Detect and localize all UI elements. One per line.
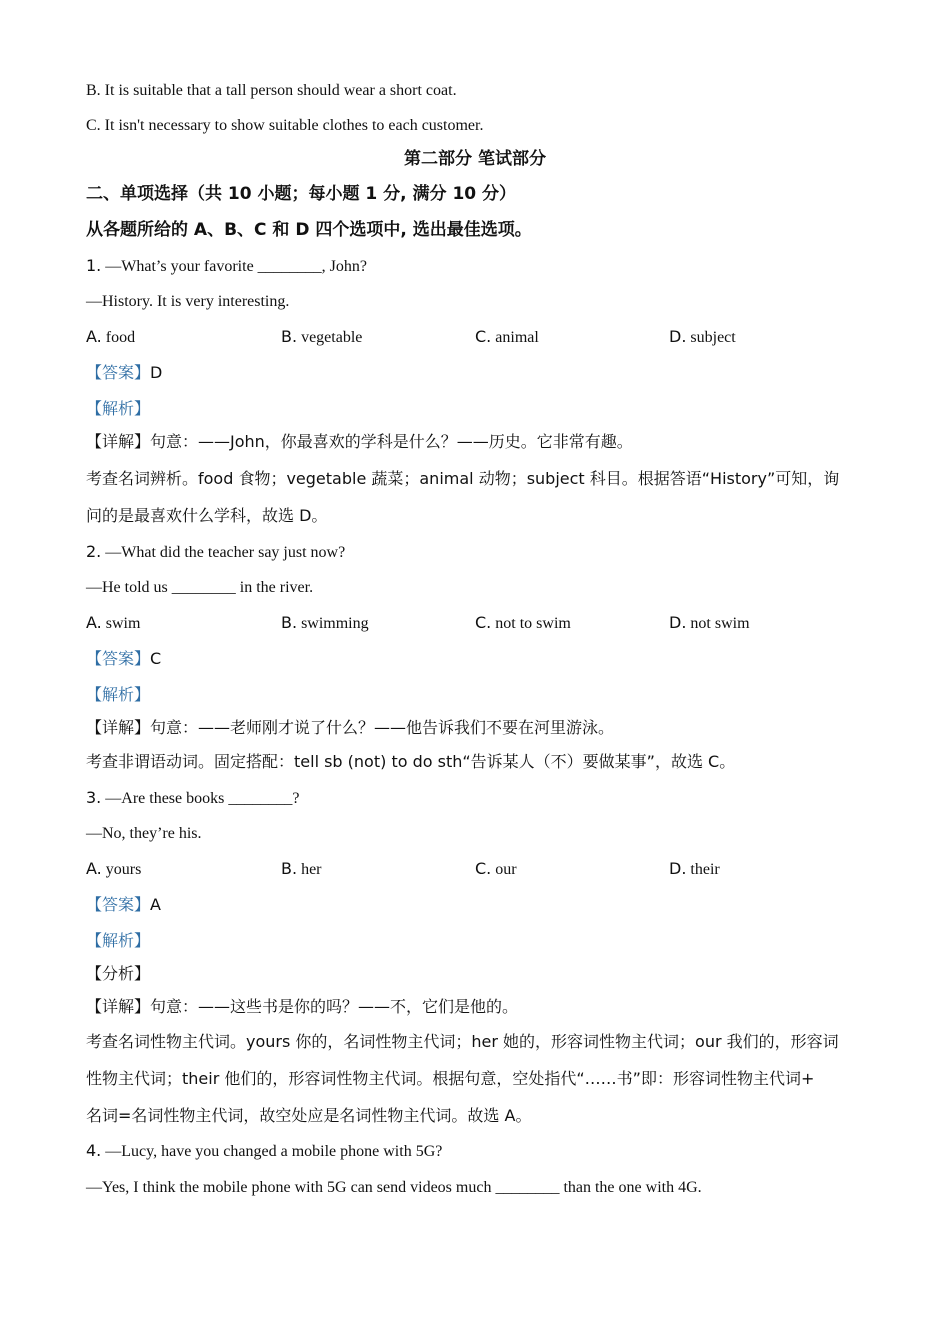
q3-option-a: A. yours [86, 859, 142, 878]
question-number: 1. [86, 256, 102, 275]
q2-explain-line-1: 考查非谓语动词。固定搭配：tell sb (not) to do sth“告诉某人（不）要做某事”，故选 C。 [86, 752, 736, 771]
question-3-reply: —No, they’re his. [86, 825, 202, 842]
question-4 [86, 1141, 442, 1162]
question-stem: —What’s your favorite ________, John? [105, 258, 367, 275]
answer-value: A [150, 895, 161, 914]
q2-option-b: B. swimming [281, 613, 369, 632]
question-number: 4. [86, 1141, 102, 1160]
question-2 [86, 542, 345, 563]
q3-explain-line-3: 名词=名词性物主代词，故空处应是名词性物主代词。故选 A。 [86, 1106, 532, 1125]
answer-label: 【答案】 [86, 649, 151, 668]
answer-label: 【答案】 [86, 363, 151, 382]
q1-explain-line-2: 问的是最喜欢什么学科，故选 D。 [86, 506, 328, 525]
question-1-reply: —History. It is very interesting. [86, 293, 290, 310]
q3-option-d: D. their [669, 859, 720, 878]
q3-fenxi-label: 【分析】 [86, 964, 151, 983]
q1-option-b: B. vegetable [281, 327, 363, 346]
question-stem: —Lucy, have you changed a mobile phone with 5G? [105, 1143, 443, 1160]
q3-detail: 【详解】句意：——这些书是你的吗？——不，它们是他的。 [86, 997, 519, 1016]
question-3 [86, 788, 299, 809]
q1-answer [86, 363, 162, 383]
q3-explain-line-2: 性物主代词；their 他们的，形容词性物主代词。根据句意，空处指代“……书”即：形容词性物主代词+ [86, 1069, 815, 1088]
prev-option-b: B. It is suitable that a tall person should wear a short coat. [86, 82, 457, 99]
q3-explain-line-1: 考查名词性物主代词。yours 你的，名词性物主代词；her 她的，形容词性物主代词；our 我们的，形容词 [86, 1032, 839, 1051]
question-number: 2. [86, 542, 102, 561]
question-1 [86, 256, 367, 277]
q1-option-a: A. food [86, 327, 136, 346]
q2-answer [86, 649, 161, 669]
answer-value: D [150, 363, 163, 382]
q1-explain-line-1: 考查名词辨析。food 食物；vegetable 蔬菜；animal 动物；subject 科目。根据答语“History”可知，询 [86, 469, 840, 488]
question-number: 3. [86, 788, 102, 807]
answer-label: 【答案】 [86, 895, 151, 914]
question-stem: —Are these books ________? [105, 790, 300, 807]
q3-answer [86, 895, 161, 915]
q2-option-c: C. not to swim [475, 613, 571, 632]
question-4-reply: —Yes, I think the mobile phone with 5G can send videos much ________ than the one with 4G. [86, 1179, 702, 1196]
q1-option-d: D. subject [669, 327, 736, 346]
question-2-reply: —He told us ________ in the river. [86, 579, 314, 596]
q1-option-c: C. animal [475, 327, 539, 346]
q1-detail: 【详解】句意：——John，你最喜欢的学科是什么？——历史。它非常有趣。 [86, 432, 633, 451]
q2-option-a: A. swim [86, 613, 141, 632]
q2-analysis-label: 【解析】 [86, 685, 151, 704]
answer-value: C [150, 649, 162, 668]
q2-detail: 【详解】句意：——老师刚才说了什么？——他告诉我们不要在河里游泳。 [86, 718, 615, 737]
section-title: 二、单项选择（共 10 小题；每小题 1 分, 满分 10 分） [86, 184, 517, 204]
q1-analysis-label: 【解析】 [86, 399, 151, 418]
q3-option-b: B. her [281, 859, 322, 878]
question-stem: —What did the teacher say just now? [105, 544, 346, 561]
q2-option-d: D. not swim [669, 613, 750, 632]
prev-option-c: C. It isn't necessary to show suitable clothes to each customer. [86, 117, 484, 134]
part-title: 第二部分 笔试部分 [404, 149, 546, 169]
q3-analysis-label: 【解析】 [86, 931, 151, 950]
instruction: 从各题所给的 A、B、C 和 D 四个选项中, 选出最佳选项。 [86, 220, 532, 240]
q3-option-c: C. our [475, 859, 517, 878]
